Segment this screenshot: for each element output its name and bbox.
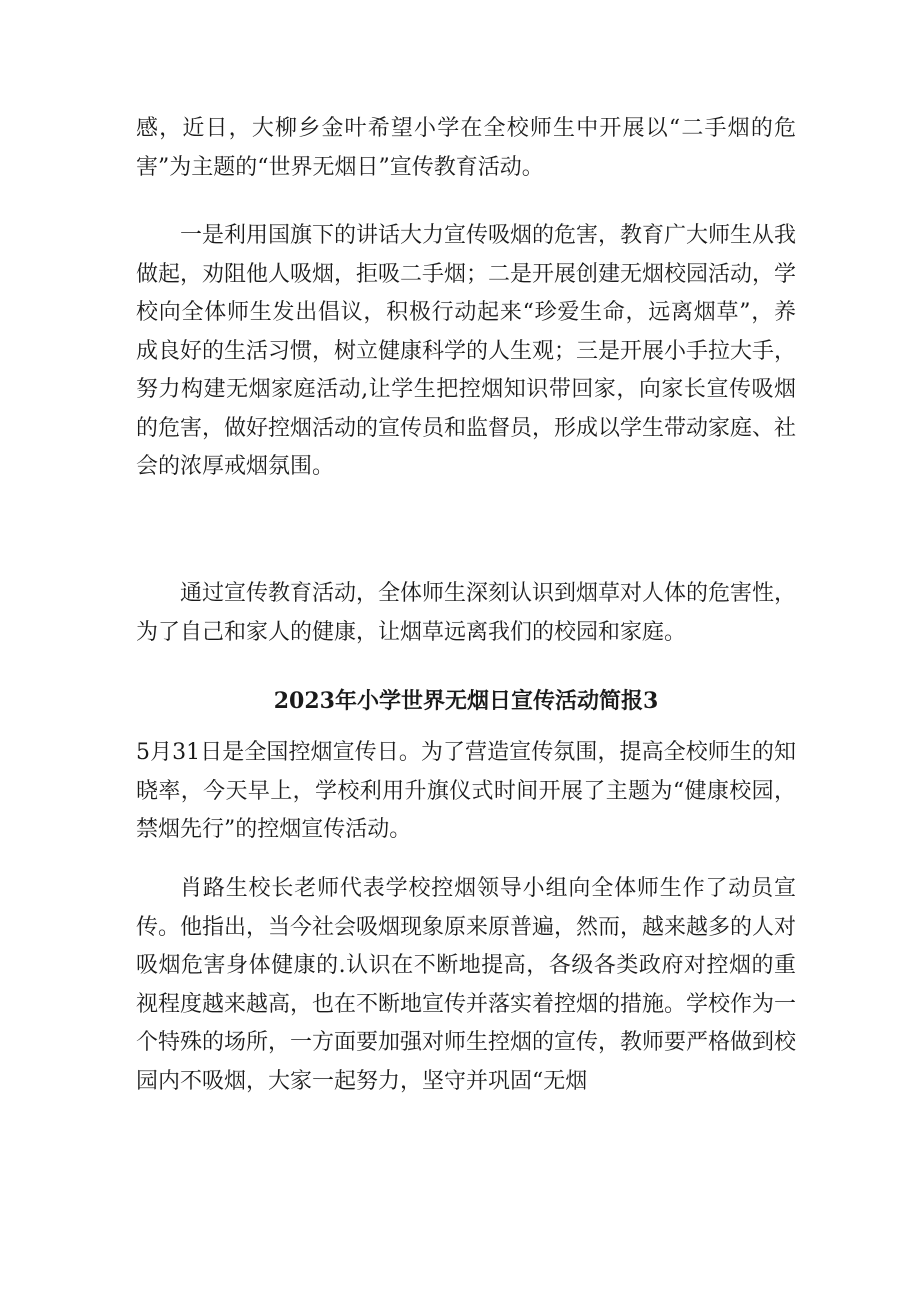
- paragraph-measures: 一是利用国旗下的讲话大力宣传吸烟的危害，教育广大师生从我做起，劝阻他人吸烟，拒吸二手烟；二是开展创建无烟校园活动，学校向全体师生发出倡议，积极行动起来“珍爱生命，远离烟草”，养成良好的生活习惯，树立健康科学的人生观；三是开展小手拉大手，努力构建无烟家庭活动,让学生把控烟知识带回家，向家长宣传吸烟的危害，做好控烟活动的宣传员和监督员，形成以学生带动家庭、社会的浓厚戒烟氛围。: [136, 223, 797, 479]
- paragraph-speech: 肖路生校长老师代表学校控烟领导小组向全体师生作了动员宣传。他指出，当今社会吸烟现象原来原普遍，然而，越来越多的人对吸烟危害身体健康的.认识在不断地提高，各级各类政府对控烟的重视程度越来越高，也在不断地宣传并落实着控烟的措施。学校作为一个特殊的场所，一方面要加强对师生控烟的宣传，教师要严格做到校园内不吸烟，大家一起努力，坚守并巩固“无烟: [136, 876, 797, 1094]
- paragraph-conclusion: 通过宣传教育活动，全体师生深刻认识到烟草对人体的危害性，为了自己和家人的健康，让烟草远离我们的校园和家庭。: [136, 581, 797, 645]
- paragraph-continuation: 感，近日，大柳乡金叶希望小学在全校师生中开展以“二手烟的危害”为主题的“世界无烟日”宣传教育活动。: [136, 116, 796, 180]
- paragraph-intro: 5月31日是全国控烟宣传日。为了营造宣传氛围，提高全校师生的知晓率，今天早上，学校利用升旗仪式时间开展了主题为“健康校园，禁烟先行”的控烟宣传活动。: [136, 740, 796, 842]
- section-heading: 2023年小学世界无烟日宣传活动简报3: [273, 688, 659, 714]
